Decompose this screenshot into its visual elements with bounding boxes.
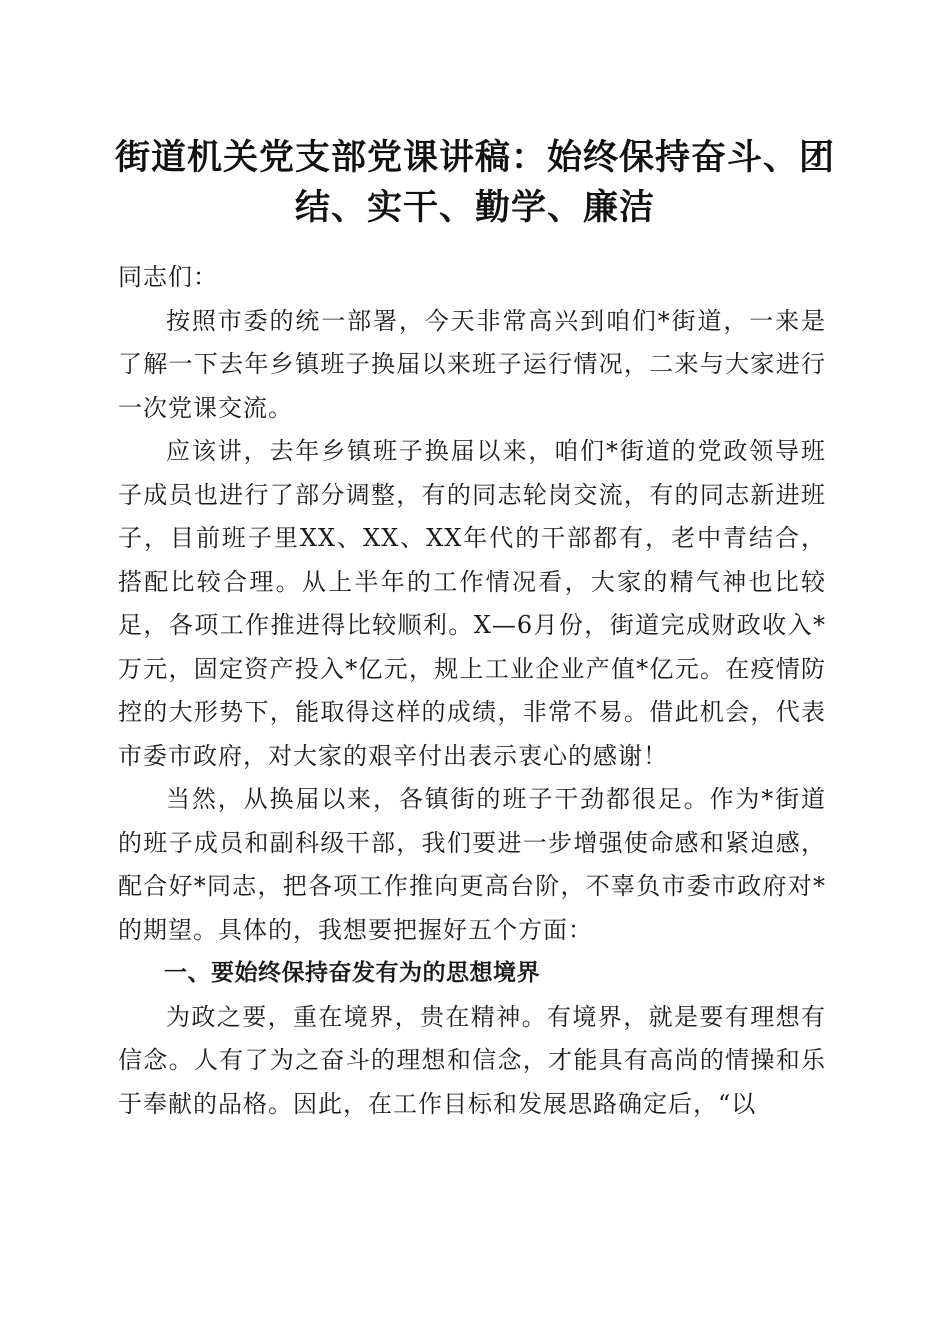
paragraph-section-1: 为政之要，重在境界，贵在精神。有境界，就是要有理想有信念。人有了为之奋斗的理想和信念，才能具有高尚的情操和乐于奉献的品格。因此，在工作目标和发展思路确定后，“以 [118,1002,826,1118]
title-line-2: 结、实干、勤学、廉洁 [294,187,655,228]
section-heading-1: 一、要始终保持奋发有为的思想境界 [164,960,540,986]
title-line-1: 街道机关党支部党课讲稿：始终保持奋斗、团 [114,137,835,178]
salutation: 同志们： [118,263,218,291]
paragraph-review: 应该讲，去年乡镇班子换届以来，咱们*街道的党政领导班子成员也进行了部分调整，有的同志轮岗交流，有的同志新进班子，目前班子里XX、XX、XX年代的干部都有，老中青结合，搭配比较合理。从上半年的工作情况看，大家的精气神也比较足，各项工作推进得比较顺利。X—6月份，街道完成财政收入*万元，固定资产投入*亿元，规上工业企业产值*亿元。在疫情防控的大形势下，能取得这样的成绩，非常不易。借此机会，代表市委市政府，对大家的艰辛付出表示衷心的感谢！ [118,437,826,770]
paragraph-expectation: 当然，从换届以来，各镇街的班子干劲都很足。作为*街道的班子成员和副科级干部，我们要进一步增强使命感和紧迫感，配合好*同志，把各项工作推向更高台阶，不辜负市委市政府对*的期望。具体的，我想要把握好五个方面： [118,785,826,944]
document-title [110,133,840,233]
paragraph-intro: 按照市委的统一部署，今天非常高兴到咱们*街道，一来是了解一下去年乡镇班子换届以来班子运行情况，二来与大家进行一次党课交流。 [118,306,826,422]
document-body [118,256,826,1126]
